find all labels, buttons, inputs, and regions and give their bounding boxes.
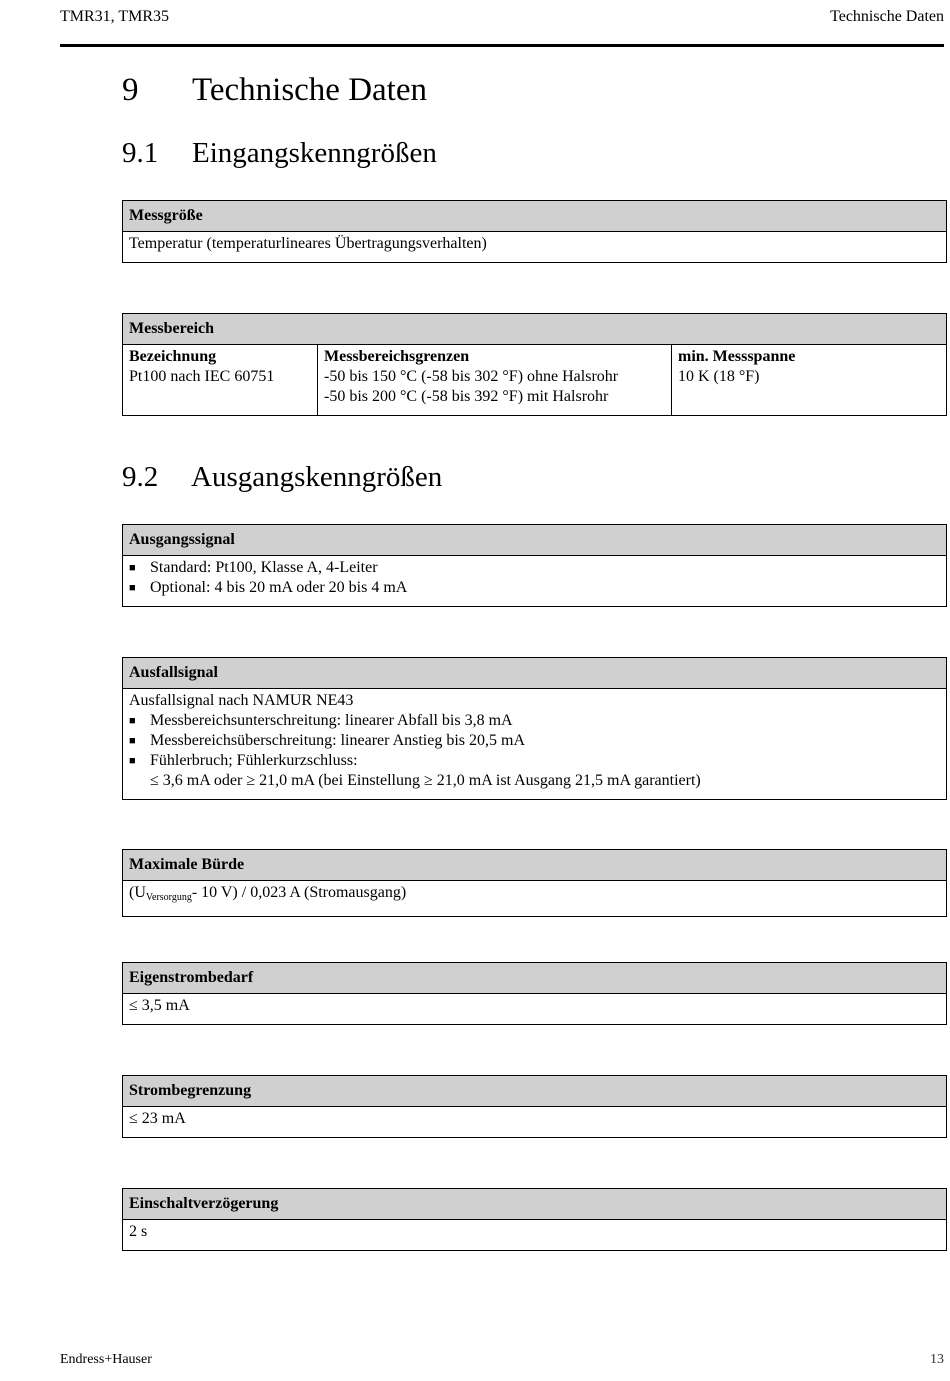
heading-9 [122,72,427,109]
bullet-icon: ■ [129,562,136,574]
header-section-title: Technische Daten [830,8,944,25]
einschaltverzoegerung-box [122,1188,947,1251]
cell-value: -50 bis 200 °C (-58 bis 392 °F) mit Halsrohr [324,388,609,405]
page-number: 13 [930,1352,944,1367]
heading-text: Ausgangskenngrößen [191,461,443,493]
bullet-icon: ■ [129,582,136,594]
bullet-icon: ■ [129,735,136,747]
col-header: Bezeichnung [129,348,217,365]
box-body [123,689,946,799]
box-title: Messgröße [123,201,946,232]
heading-text: Eingangskenngrößen [192,137,437,169]
eigenstrombedarf-box [122,962,947,1025]
messbereich-table [123,345,946,415]
col-min-messspanne [671,345,946,415]
header-rule [60,44,944,47]
list-item: ■ Messbereichsunterschreitung: linearer Abfall bis 3,8 mA [129,712,513,729]
bullet-icon: ■ [129,755,136,767]
ausfallsignal-box [122,657,947,800]
box-body: ≤ 3,5 mA [129,997,190,1014]
buerde-box [122,849,947,917]
box-body: ≤ 23 mA [129,1110,186,1127]
box-title: Maximale Bürde [123,850,946,881]
box-title: Eigenstrombedarf [123,963,946,994]
box-title: Einschaltverzögerung [123,1189,946,1220]
box-body: ($U_{Versorgung}-$ 10 V) / 0,023 A (Stromausgang) [129,884,407,903]
heading-number: 9.1 [122,137,159,169]
ausgangssignal-box [122,524,947,607]
list-item: ■ Messbereichsüberschreitung: linearer Anstieg bis 20,5 mA [129,732,526,749]
box-title: Ausgangssignal [123,525,946,556]
list-item: ■ Fühlerbruch; Fühlerkurzschluss: [129,752,358,769]
heading-number: 9.2 [122,461,159,493]
cell-value: 10 K (18 °F) [678,368,760,385]
heading-number: 9 [122,72,139,108]
col-messbereichsgrenzen [317,345,671,415]
footer-company: Endress+Hauser [60,1352,152,1367]
col-header: min. Messspanne [678,348,796,365]
heading-9-1 [122,137,437,170]
box-body: Temperatur (temperaturlineares Übertragungsverhalten) [129,235,487,252]
col-header: Messbereichsgrenzen [324,348,470,365]
list-item: ■ Optional: 4 bis 20 mA oder 20 bis 4 mA [129,579,408,596]
col-bezeichnung [123,345,317,415]
cell-value: Pt100 nach IEC 60751 [129,368,275,385]
box-body: 2 s [129,1223,148,1240]
messbereich-box [122,313,947,416]
list-item: ■ Standard: Pt100, Klasse A, 4-Leiter [129,559,378,576]
subscript: Versorgung [145,892,192,903]
heading-9-2 [122,461,442,494]
list-item-continuation: ≤ 3,6 mA oder ≥ 21,0 mA (bei Einstellung ≥ 21,0 mA ist Ausgang 21,5 mA garantiert) [150,772,701,789]
bullet-icon: ■ [129,715,136,727]
header-product: TMR31, TMR35 [60,8,170,25]
box-title: Messbereich [123,314,946,345]
heading-text: Technische Daten [192,72,427,108]
strombegrenzung-box [122,1075,947,1138]
cell-value: -50 bis 150 °C (-58 bis 302 °F) ohne Halsrohr [324,368,619,385]
box-body [123,556,946,606]
box-title: Ausfallsignal [123,658,946,689]
intro-text: Ausfallsignal nach NAMUR NE43 [129,692,354,709]
messgroesse-box [122,200,947,263]
box-title: Strombegrenzung [123,1076,946,1107]
